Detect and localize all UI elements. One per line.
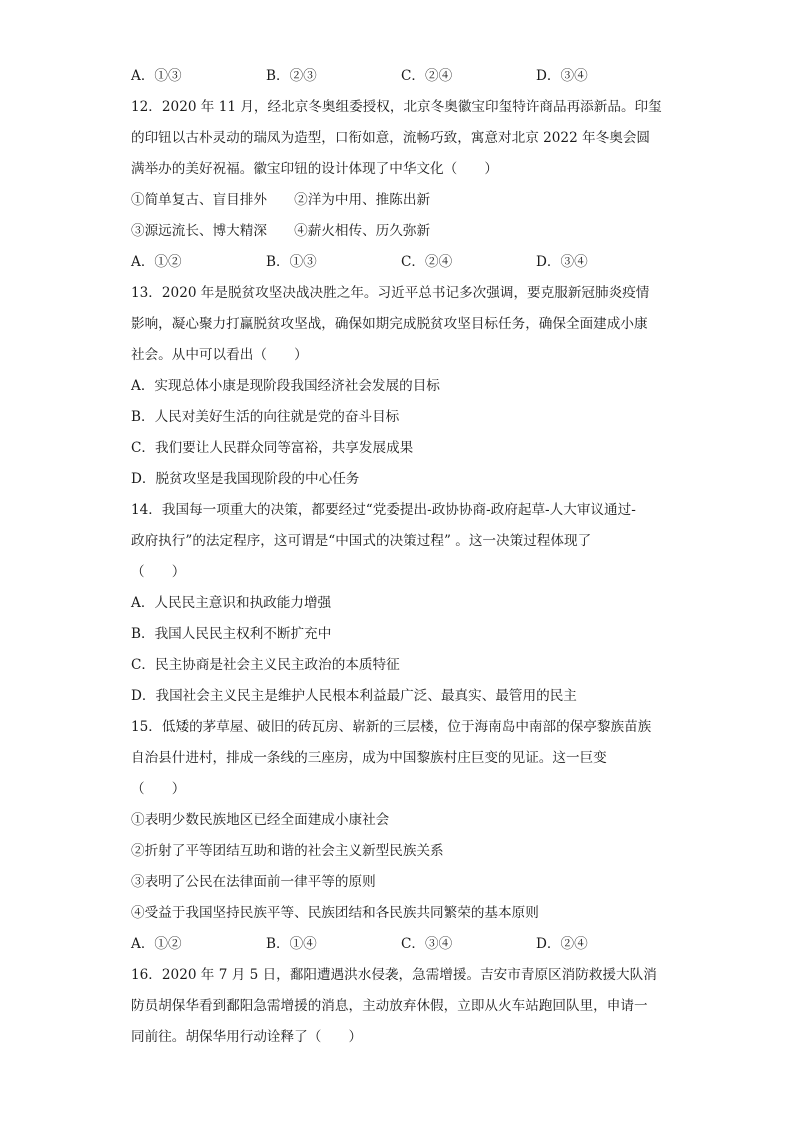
question-14	[131, 495, 671, 712]
q12-options	[131, 247, 671, 278]
question-text: 政府执行”的法定程序，这可谓是“中国式的决策过程” 。这一决策过程体现了	[131, 533, 592, 549]
option-d[interactable]: D．我国社会主义民主是维护人民根本利益最广泛、最真实、最管用的民主	[131, 688, 577, 704]
question-13	[131, 278, 671, 495]
option-c[interactable]: C．我们要让人民群众同等富裕，共享发展成果	[131, 440, 414, 456]
statement-item: ④受益于我国坚持民族平等、民族团结和各民族共同繁荣的基本原则	[131, 905, 539, 921]
question-text: 13．2020 年是脱贫攻坚决战决胜之年。习近平总书记多次强调，要克服新冠肺炎疫情	[131, 285, 650, 301]
question-text: 的印钮以古朴灵动的瑞凤为造型，口衔如意，流畅巧致，寓意对北京 2022 年冬奥会圆	[131, 130, 651, 146]
statement-item: ①简单复古、盲目排外 ②洋为中用、推陈出新	[131, 192, 431, 208]
question-text: 16．2020 年 7 月 5 日，鄱阳遭遇洪水侵袭，急需增援。吉安市青原区消防救援大队消	[131, 967, 657, 983]
question-text: 社会。从中可以看出（ ）	[131, 347, 308, 363]
option-c[interactable]: C．②④	[401, 254, 453, 270]
option-d[interactable]: D．③④	[536, 68, 588, 84]
option-a[interactable]: A．①②	[131, 936, 182, 952]
option-b[interactable]: B．我国人民民主权利不断扩充中	[131, 626, 332, 642]
answer-bracket: （ ）	[131, 781, 186, 797]
question-text: 防员胡保华看到鄱阳急需增援的消息，主动放弃休假，立即从火车站跑回队里，申请一	[131, 998, 648, 1014]
question-15	[131, 712, 671, 960]
option-c[interactable]: C．③④	[401, 936, 453, 952]
option-d[interactable]: D．②④	[536, 936, 588, 952]
q15-options	[131, 929, 671, 960]
option-d[interactable]: D．脱贫攻坚是我国现阶段的中心任务	[131, 471, 360, 487]
option-a[interactable]: A．①③	[131, 68, 182, 84]
option-a[interactable]: A．人民民主意识和执政能力增强	[131, 595, 332, 611]
question-text: 影响，凝心聚力打赢脱贫攻坚战，确保如期完成脱贫攻坚目标任务，确保全面建成小康	[131, 316, 648, 332]
option-c[interactable]: C．民主协商是社会主义民主政治的本质特征	[131, 657, 400, 673]
statement-item: ③表明了公民在法律面前一律平等的原则	[131, 874, 376, 890]
option-a[interactable]: A．①②	[131, 254, 182, 270]
option-b[interactable]: B．①③	[266, 254, 317, 270]
option-d[interactable]: D．③④	[536, 254, 588, 270]
question-text: 满举办的美好祝福。徽宝印钮的设计体现了中华文化（ ）	[131, 161, 499, 177]
question-text: 14．我国每一项重大的决策，都要经过“党委提出-政协协商-政府起草-人大审议通过-	[131, 502, 636, 518]
option-b[interactable]: B．人民对美好生活的向往就是党的奋斗目标	[131, 409, 400, 425]
question-text: 15．低矮的茅草屋、破旧的砖瓦房、崭新的三层楼，位于海南岛中南部的保亭黎族苗族	[131, 719, 652, 735]
q11-options	[131, 61, 671, 92]
question-text: 自治县什进村，排成一条线的三座房，成为中国黎族村庄巨变的见证。这一巨变	[131, 750, 607, 766]
question-12	[131, 92, 671, 278]
question-16	[131, 960, 671, 1053]
option-b[interactable]: B．①④	[266, 936, 317, 952]
statement-item: ③源远流长、博大精深 ④薪火相传、历久弥新	[131, 223, 431, 239]
statement-item: ②折射了平等团结互助和谐的社会主义新型民族关系	[131, 843, 444, 859]
option-b[interactable]: B．②③	[266, 68, 317, 84]
statement-item: ①表明少数民族地区已经全面建成小康社会	[131, 812, 390, 828]
option-a[interactable]: A．实现总体小康是现阶段我国经济社会发展的目标	[131, 378, 440, 394]
answer-bracket: （ ）	[131, 564, 186, 580]
option-c[interactable]: C．②④	[401, 68, 453, 84]
question-text: 12．2020 年 11 月，经北京冬奥组委授权，北京冬奥徽宝印玺特许商品再添新品。印玺	[131, 99, 662, 115]
exam-content	[131, 61, 671, 1053]
question-text: 同前往。胡保华用行动诠释了（ ）	[131, 1029, 363, 1045]
